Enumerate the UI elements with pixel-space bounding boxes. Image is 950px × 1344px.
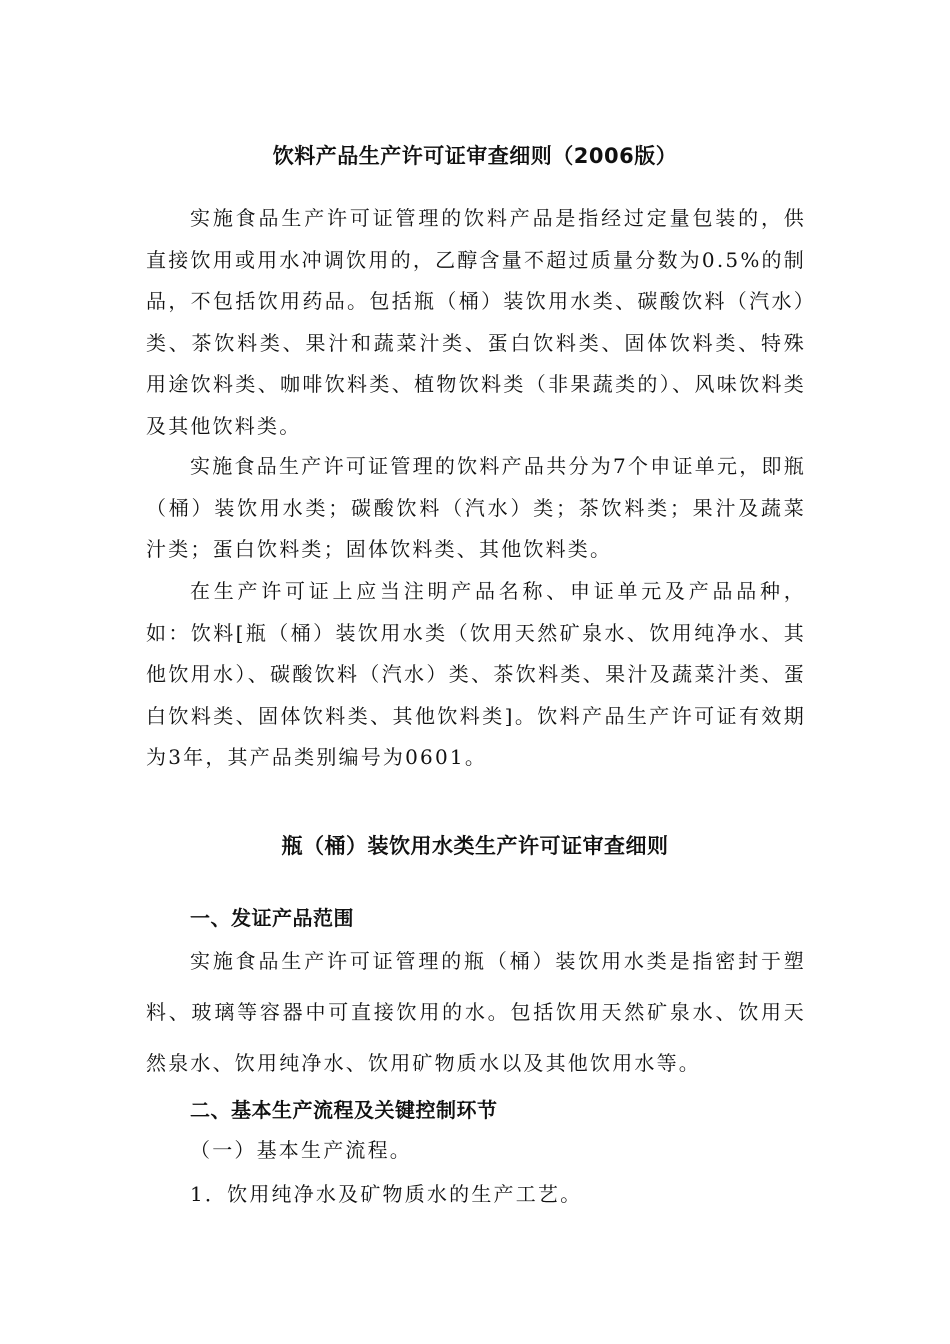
license-paragraph: 在生产许可证上应当注明产品名称、申证单元及产品品种，如：饮料[瓶（桶）装饮用水类（饮用天然矿泉水、饮用纯净水、其他饮用水）、碳酸饮料（汽水）类、茶饮料类、果汁及蔬菜汁类、蛋白饮料类、固体饮料类、其他饮料类]。饮料产品生产许可证有效期为3年，其产品类别编号为0601。	[146, 579, 806, 769]
intro-paragraph: 实施食品生产许可证管理的饮料产品是指经过定量包装的，供直接饮用或用水冲调饮用的，乙醇含量不超过质量分数为0.5%的制品，不包括饮用药品。包括瓶（桶）装饮用水类、碳酸饮料（汽水）类、茶饮料类、果汁和蔬菜汁类、蛋白饮料类、固体饮料类、特殊用途饮料类、咖啡饮料类、植物饮料类（非果蔬类的）、风味饮料类及其他饮料类。	[146, 206, 806, 438]
section1-heading: 一、发证产品范围	[190, 906, 354, 930]
subsection-heading: （一）基本生产流程。	[190, 1138, 412, 1162]
document-title: 饮料产品生产许可证审查细则（2006版）	[272, 144, 678, 168]
section-title: 瓶（桶）装饮用水类生产许可证审查细则	[281, 834, 669, 858]
list-item: 1．饮用纯净水及矿物质水的生产工艺。	[190, 1182, 583, 1206]
units-paragraph: 实施食品生产许可证管理的饮料产品共分为7个申证单元，即瓶（桶）装饮用水类；碳酸饮料（汽水）类；茶饮料类；果汁及蔬菜汁类；蛋白饮料类；固体饮料类、其他饮料类。	[146, 454, 806, 561]
section1-paragraph: 实施食品生产许可证管理的瓶（桶）装饮用水类是指密封于塑料、玻璃等容器中可直接饮用的水。包括饮用天然矿泉水、饮用天然泉水、饮用纯净水、饮用矿物质水以及其他饮用水等。	[146, 949, 806, 1075]
section2-heading: 二、基本生产流程及关键控制环节	[190, 1098, 498, 1122]
